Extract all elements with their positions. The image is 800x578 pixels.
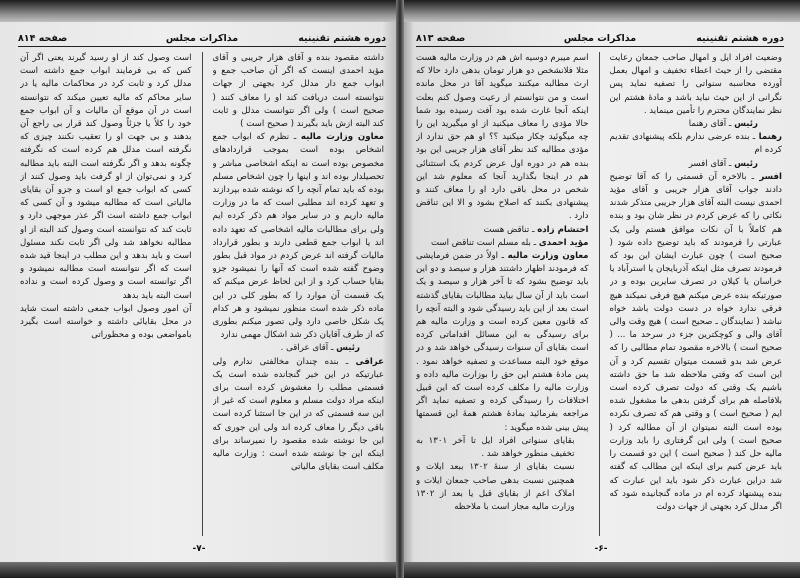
paragraph-text: ـ آقای عراقی . [280,343,337,354]
speaker-name: معاون وزارت مالیه [507,251,589,262]
column-divider [202,52,203,536]
paragraph-text: ـ اولاً در ضمن فرمایشی که فرمودند اظهار داشتند هزار و سیصد و دو این باید توضیح بشود که تا آخر هزار و سیصد و یک است باید از آن سال بیاید مطالبات بقایای گذشته است بعد از این باید رسیدگی شود و البته آنچه را که قانون معین کرده است و وزارت مالیه هم برای رسیدگی به این مسائل اقداماتی کرده است بقایای آن سنوات رسیدگی خواهد شد و در موقع خود البته مساعدت و تصفیه خواهد نمود . پس مادهٔ هشتم این حق را بوزارت مالیه داده و وزارت مالیه را مکلف کرده است که این قبیل اختلافات را رسیدگی کرده و تصفیه نماید اگر مراجعه بفرمائید بمادهٔ هشتم همهٔ این قسمتها پیش بینی شده میگوید : [416,251,589,433]
speech-paragraph [610,158,783,171]
left-column [213,52,385,536]
speaker-name: عراقی [355,356,384,367]
speech-paragraph [213,342,385,355]
book-gutter [396,0,404,578]
text-columns [20,52,384,536]
left-page [0,22,398,562]
text-paragraph [416,52,589,224]
column-divider [599,52,600,536]
speech-paragraph [610,118,783,131]
header-page-number: صفحه ۸۱۳ [416,33,466,44]
paragraph-text: اسم میبرم دوسیه اش هم در وزارت مالیه هست مثلا فلانشخص دو هزار تومان بدهی دارد حالا که ارث مطالبه میکنند میگوید آقا در محل مانده است و من نتوانستم از رعیت وصول کنم بعلت اینکه آنجا غارت شده بود آفت رسیده بود شما حالا مؤدی را معاف میکنید از او میگیرید این را چه میگوئید چکار میکنید ؟؟ او هم حق ندارد از مؤدی مطالبه کند نظر آقای هزار جریبی این بود بنده هم در دوره اول عرض کردم یک استثنائی هم در اینجا بگذارید آنجا که معلوم شد این شخص در محل باقی دارد او را معاف کنند و پیشنهادی بکنند که اصلاح بشود و الا این تناقض دارد . [416,53,589,222]
speaker-name: رئیس [336,343,360,354]
right-page [402,22,800,562]
speech-paragraph [213,356,385,475]
text-columns [416,52,782,536]
paragraph-text: نسبت بقایای از سنهٔ ۱۳۰۲ ببعد ایلات و همچنین نسبت بدهی صاحب جمعان ایلات و املاک اعم از بقایای قبل یا بعد از ۱۳۰۲ وزارت مالیه مجاز است با ملاحظه [416,462,575,512]
speaker-name: مؤید احمدی [538,237,589,248]
speech-paragraph [213,131,385,342]
speech-paragraph [416,224,589,237]
text-paragraph [20,303,192,343]
speaker-name: رهنما [758,132,782,143]
speaker-name: احتشام زاده [537,224,589,235]
left-column [610,52,783,536]
text-paragraph [416,461,589,514]
paragraph-text: ـ بنده عرضی ندارم بلکه پیشنهادی تقدیم کرده ام [609,132,782,156]
right-column [20,52,192,536]
paragraph-text: داشته مقصود بنده و آقای هزار جریبی و آقای مؤید احمدی اینست که اگر آن صاحب جمع و ابواب جمع دار مدلل کرد بجهتی از جهات نتوانسته است دریافت کند او را معاف کنند ( صحیح است ) ولی اگر نتوانست مدلل و ثابت کند البته ازش باید بگیرند ( صحیح است ) [212,53,384,130]
running-header [18,28,386,47]
paragraph-text: وضعیت افراد ایل و امهال صاحب جمعان رعایت مقتضی را از حیث اعطاء تخفیف و امهال بعمل آورده محاسبه سنواتی را تصفیه نماید پس نگرانی از این حیث نباید باشد و مادهٔ هشتم این نظر نمایندگان محترم را تأمین مینماید . [609,53,782,116]
speaker-name: رئیس [734,158,758,169]
folio-number: -۷- [192,544,206,554]
paragraph-text: ـ آقای افسر [688,158,735,169]
header-title: مذاکرات مجلس [563,33,637,44]
header-page-number: صفحه ۸۱۴ [18,33,68,44]
text-paragraph [20,52,192,303]
paragraph-text: ـ آقای رهنما [688,119,735,130]
speech-paragraph [610,131,783,157]
speaker-name: معاون وزارت مالیه [300,132,384,143]
header-session: دوره هشتم تقنینیه [696,33,784,44]
paragraph-text: ـ بنده چندان مخالفتی ندارم ولی عبارتیکه در این خبر گنجانده شده است یک قسمتی مطلب را مغشوش کرده است برای اینکه مراد دولت مسلم و معلوم است که غیر از این سه قسمتی که در این جا استثنا کرده است باقی دیگر را معاف کرده اند ولی این جوری که این جا نوشته شده مقصود را نمیرساند برای اینکه این جا نوشته شده است : وزارت مالیه مکلف است بقایای مالیاتی [212,356,384,473]
paragraph-text: ـ بله مسلم است تناقض است [430,237,539,248]
text-paragraph [213,52,385,131]
paragraph-text: آن امور وصول ابواب جمعی داشته است شاید در محل بقایائی داشته و خواسته است بگیرد بامواضعی بوده و محظوراتی [20,303,192,341]
speech-paragraph [610,171,783,514]
text-paragraph [610,52,783,118]
paragraph-text: ـ نظرم که ابواب جمع اشخاص بوده است بموجب قراردادهای مخصوص بوده است نه اینکه اشخاصی مباشر و تحصیلدار بوده اند و اینها را چون اشخاص مسلم بوده که باید تمام آنچه را که نوشته شده بپردازند و تعهد کرده اند مطلبی است که ما در وزارت مالیه داریم و در سایر مواد هم ذکر کرده ایم ولی برای مطالبات مالیه اشخاصی که تعهد داده اند یا ابواب جمع قطعی دارند و بطور قرارداد مالیات گرفته اند عرض کردم در مواد قبل بطور وضوح گفته شده است که آنها را نمیشود جزو بقایا حساب کرد و از این لحاظ عرض میکنم که یک قسمت آن موارد را که بطور کلی در این ماده ذکر شده است منظور نمیشود و هر کدام یک شکل خاصی دارد ولی تصور میکنم بطوری که از طرف آقایان ذکر شد اشکال مهمی ندارد [212,132,384,341]
header-title: مذاکرات مجلس [165,33,239,44]
paragraph-text: ـ تناقض هست [483,224,538,235]
speaker-name: رئیس [734,119,758,130]
running-header [416,28,784,47]
right-column [416,52,589,536]
speaker-name: افسر [759,171,782,182]
text-paragraph [416,435,589,461]
paragraph-text: است وصول کند از او رسید گیرند یعنی اگر آن کس که بی فرمایند ابواب جمع داشته است مدلل کرد و ثابت کرد در محاکمات مالیه یا در سایر محاکم که مالیه تعیین میکند که نتوانسته است در آن موقع آن مالیات و آن ابواب جمع خود را کلاً یا جزئاً وصول کند قرار بی راجع آن بدهند و بی جهت او را تعقیب نکنند چیزی که نگرفته است مدلل هم کرده است که نگرفته چگونه بدهد و اگر نگرفته است البته باید مطالبه کرد و نمی‌توان از او گرفت باید وصول کنند از کسی که ابواب جمع او است و جزو آن بقایای مالیاتی است که مطالبه میشود و آن کسی که ابواب جمع داشته است اگر عذر موجهی دارد و ثابت کند که نتوانسته است وصول کند البته از او مطالبه نخواهد شد ولی اگر ثابت نکند مسئول است و باید بدهد و این مطلب در اینجا قید شده است که اگر نتوانسته است مطالبه نمیشود و اگر توانسته است و وصول کرده است و نداده است البته باید بدهد [20,53,192,301]
speech-paragraph [416,237,589,250]
header-session: دوره هشتم تقنینیه [298,33,386,44]
paragraph-text: بقایای سنواتی افراد ایل تا آخر ۱۳۰۱ به تخفیف منظور خواهد شد . [416,435,575,460]
folio-number: -۶- [594,544,608,554]
paragraph-text: ـ بالاخره آن قسمتی را که آقا توضیح دادند جواب آقای هزار جریبی و آقای مؤید احمدی نیست البته آقای هزار جریبی متذکر شدند نکاتی را که عرض کردم در نظر شان بود و بنده هم کاملاً با آن نکات موافق هستم ولی یک عبارتی را فرمودند که باید توضیح داده شود ( صحیح است ) چون عبارت ایشان این بود که فرمودند تصرف مثل اینکه آذربایجان یا استرآباد یا خراسان یا کیلان در تصرف سایرین بوده و در صورتیکه بنده عرض میکنم هیچ فرقی نمیکند هیچ فرقی ندارد خواه در دست دولت باشد خواه نباشد ( نمایندگان ـ صحیح است ) هیچ وقت والی آقای والی و کوچکترین جزء در سرحد ما ... ( صحیح است ) بالاخره مقصود تمام مطالبی را که عرض شد بدو قسمت میتوان تقسیم کرد و آن این است که وقتی ملاحظه شد ما حق داشته باشیم یک وقتی که دولت تصرف کرده است بلافاصله هم برای گرفتن بدهی ما مشغول شده ایم ( صحیح است ) و وقتی هم که تصرف نکرده بوده است البته نمیتوان از آن مطالبه کرد ( صحیح است ) ولی این گرفتاری را باید وزارت مالیه حل کند ( صحیح است ) این دو قسمت را باید عرض کنیم برای اینکه این مطالب که گفته شد دراین عبارت ذکر شود باید این عبارت که بنده پیشنهاد کرده ام در ماده گنجانیده شود که اگر مدلل کرد بجهتی از جهات دولت [609,171,782,512]
speech-paragraph [416,250,589,435]
